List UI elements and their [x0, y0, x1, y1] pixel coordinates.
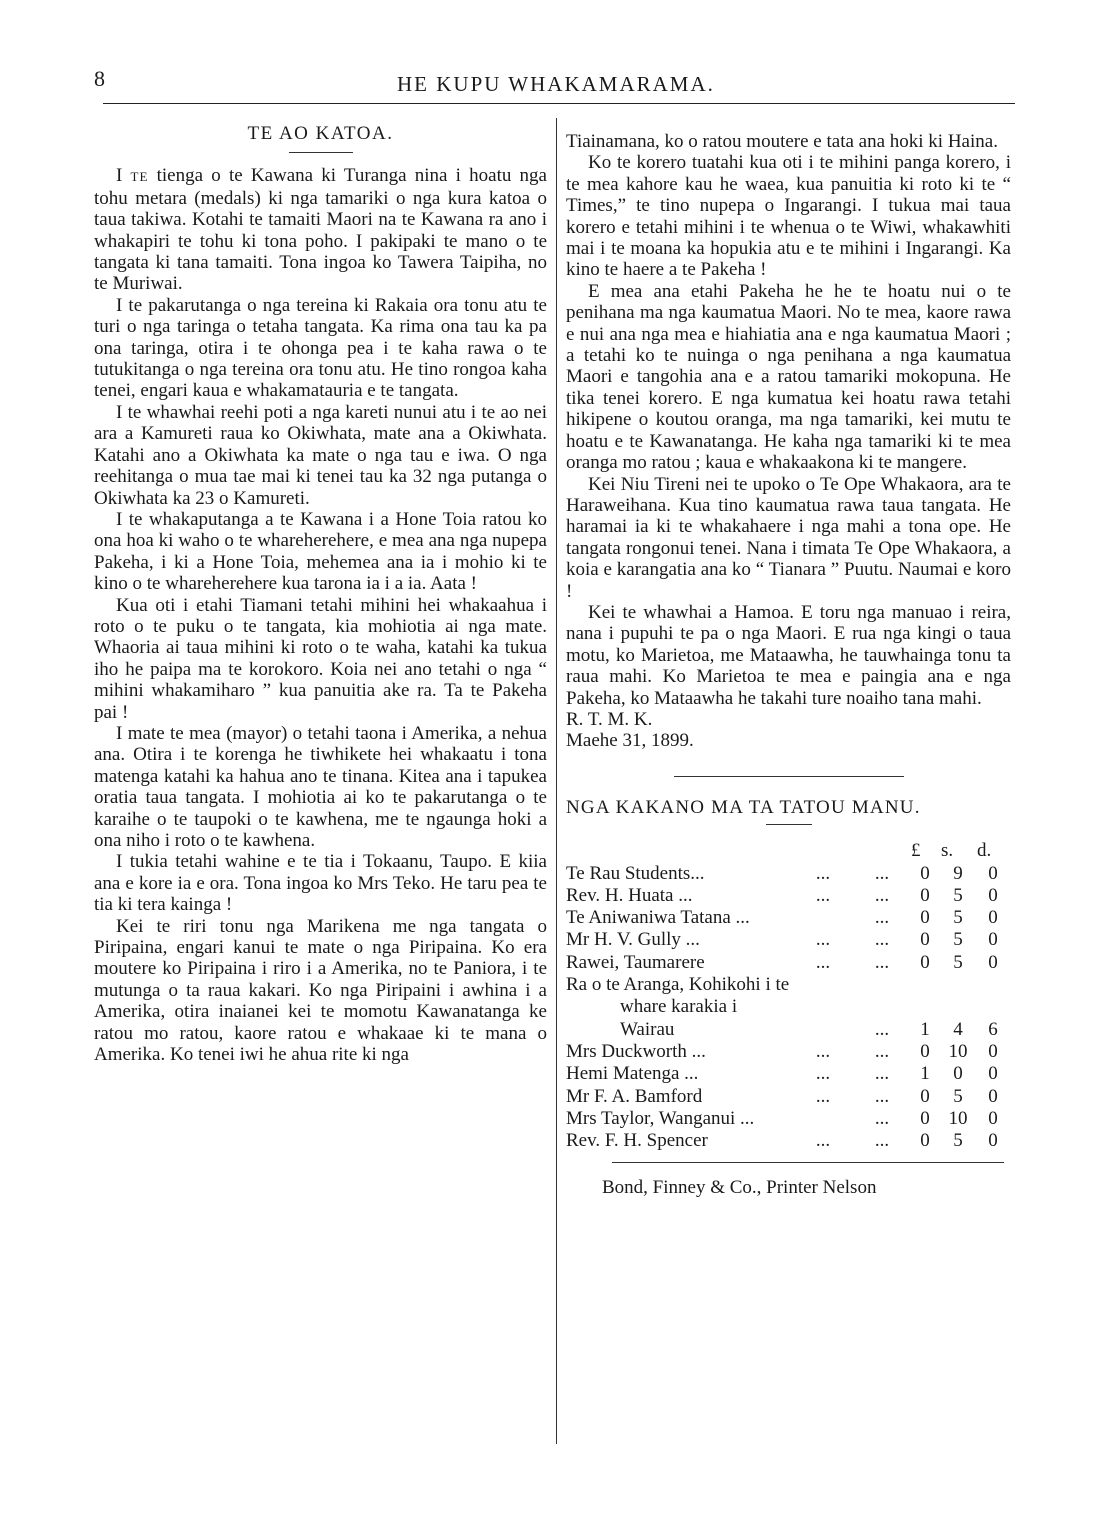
amount-pounds: 1 — [920, 1063, 930, 1085]
contributor-name: Hemi Matenga ... — [566, 1063, 699, 1085]
amount-shillings: 5 — [953, 1130, 963, 1152]
leader-dots: ... — [874, 1040, 890, 1062]
bottom-rule — [612, 1162, 1004, 1163]
article-paragraph: I te whawhai reehi poti a nga kareti nunui atu i te ao nei ara a Kamureti raua ko Okiwhata, mate ana a Okiwhata. Katahi ano a Okiwhata ka mate o nga tau e iwa. O nga reehitanga o mua tae mai ki tenei tau ka 32 nga putanga o Okiwhata ka 23 o Kamureti. — [94, 401, 547, 509]
leader-dots: ... — [815, 862, 831, 884]
amount-shillings: 0 — [953, 1063, 963, 1085]
leader-dots — [792, 907, 854, 929]
article-paragraph — [94, 165, 547, 294]
contribution-row — [566, 996, 1010, 1041]
amount-pence: 0 — [988, 929, 998, 951]
contribution-row — [566, 1130, 1010, 1152]
leader-dots: ... — [815, 884, 831, 906]
amount-pence — [976, 974, 1010, 996]
contribution-row — [566, 885, 1010, 907]
amount-shillings: 9 — [953, 862, 963, 884]
contributor-name: Ra o te Aranga, Kohikohi i te — [566, 974, 790, 996]
amount-pounds — [910, 974, 940, 996]
pence-header: d. — [977, 840, 992, 862]
section-separator-rule — [674, 776, 904, 777]
article-paragraph: Kei Niu Tireni nei te upoko o Te Ope Whakaora, ara te Haraweihana. Kua tino kaumatua rawa taua tangata. He haramai ia ki te whakahaere i nga mahi a tona ope. He tangata rongonui tenei. Nana i timata Te Ope Whakaora, a koia e karangatia ana ko “ Tianara ” Puutu. Naumai e koro ! — [566, 473, 1011, 602]
amount-shillings: 5 — [953, 1085, 963, 1107]
contributor-name: Mrs Duckworth ... — [566, 1040, 706, 1062]
leader-dots: ... — [815, 1063, 831, 1085]
leader-dots: ... — [874, 1085, 890, 1107]
section-title-rule — [289, 152, 353, 153]
leader-dots: ... — [874, 862, 890, 884]
contributor-name: Mrs Taylor, Wanganui ... — [566, 1107, 755, 1129]
printer-imprint: Bond, Finney & Co., Printer Nelson — [602, 1177, 877, 1199]
leader-dots — [854, 974, 910, 996]
dropcap-letter: I — [116, 165, 123, 187]
amount-pence: 0 — [988, 1085, 998, 1107]
contributor-name: Mr F. A. Bamford — [566, 1085, 703, 1107]
contribution-row — [566, 1108, 1010, 1130]
article-paragraph: I te pakarutanga o nga tereina ki Rakaia ora tonu atu te turi o nga taringa o tetaha tangata. Ka rima ona tau ka pa ona taringa, otira i te ohonga pea i te kaha rawa o te tutukitanga o nga tereina ora tonu atu. He tino rongoa kaha tenei, engari kaua e whakamatauria e te tangata. — [94, 294, 547, 402]
contributions-table — [566, 839, 1010, 1152]
amount-pounds: 0 — [920, 1085, 930, 1107]
amount-shillings: 5 — [953, 951, 963, 973]
contribution-row — [566, 907, 1010, 929]
amount-pounds: 0 — [920, 862, 930, 884]
amount-pence: 0 — [988, 1040, 998, 1062]
leader-dots: ... — [815, 951, 831, 973]
left-column — [94, 123, 547, 1065]
amount-shillings: 10 — [948, 1107, 968, 1129]
dropcap-small-caps: TE — [130, 169, 149, 185]
contributor-name: Rev. F. H. Spencer — [566, 1130, 708, 1152]
contributions-title: NGA KAKANO MA TA TATOU MANU. — [566, 796, 921, 818]
amount-pence: 0 — [988, 1130, 998, 1152]
amount-pounds: 0 — [920, 907, 930, 929]
header-rule — [103, 103, 1015, 104]
continued-paragraph: Tiainamana, ko o ratou moutere e tata ana hoki ki Haina. — [566, 131, 998, 152]
leader-dots: ... — [815, 929, 831, 951]
dateline: Maehe 31, 1899. — [566, 730, 694, 752]
right-column — [566, 131, 1011, 1199]
leader-dots: ... — [874, 1107, 890, 1129]
currency-header-row — [566, 839, 1010, 862]
shillings-header: s. — [941, 840, 954, 862]
contribution-row — [566, 929, 1010, 951]
article-paragraph: E mea ana etahi Pakeha he he te hoatu nui o te penihana ma nga kaumatua Maori. No te mea, kaore rawa e nui ana nga mea e hiahiatia ana e nga kaumatua Maori ; a tetahi ko te nuinga o nga penihana a nga kaumatua Maori e tangohia ana e a ratou tamariki mokopuna. He tika tenei korero. E nga kumatua kei hoatu rawa tetahi hikipene o koutou oranga, ma nga tamariki, kei mutu te hoatu e te Kawanatanga. He kaha nga tamariki ki te mea oranga mo ratou ; kaua e whakaakona ki te mangere. — [566, 280, 1011, 474]
signature: R. T. M. K. — [566, 708, 653, 730]
contributions-title-rule — [766, 824, 812, 825]
amount-pence: 0 — [988, 862, 998, 884]
contributor-name: Te Aniwaniwa Tatana ... — [566, 907, 750, 929]
contributor-name: Rawei, Taumarere — [566, 951, 705, 973]
leader-dots — [792, 996, 854, 1041]
contributor-name: whare karakia i Wairau — [620, 996, 738, 1040]
article-paragraph: I te whakaputanga a te Kawana i a Hone Toia ratou ko ona hoa ki waho o te whareherehere, e mea ana nga nupepa Pakeha, i ki a Hone Toia, mehemea ana ia i mohio ki te kino o te whareherehere kua tarona ia i a ia. Aata ! — [94, 508, 547, 595]
leader-dots: ... — [815, 1085, 831, 1107]
amount-pounds: 0 — [920, 1040, 930, 1062]
leader-dots: ... — [874, 1018, 890, 1040]
contributor-name: Te Rau Students... — [566, 862, 705, 884]
amount-shillings — [940, 974, 976, 996]
leader-dots — [792, 1108, 854, 1130]
article-paragraph: Kua oti i etahi Tiamani tetahi mihini hei whakaahua i roto o te puku o te tangata, kia mohiotia ai nga mate. Whaoria ai taua mihini ki roto o te waha, katahi ka tukua iho he paipa ma te korokoro. Koia nei ano tetahi o nga “ mihini whakamiharo ” kua panuitia ake ra. Ta te Pakeha pai ! — [94, 594, 547, 723]
contribution-row — [566, 952, 1010, 974]
amount-pence: 0 — [988, 1063, 998, 1085]
leader-dots: ... — [874, 951, 890, 973]
paragraph-text: tienga o te Kawana ki Turanga nina i hoatu nga tohu metara (medals) ki nga tamariki o nga kura katoa o taua takiwa. Kotahi te tamaiti Maori na te Kawana ra ano i whakapiri te tohu ki tona poho. I pakipaki te mano o te tangata ki tana tamaiti. Tona ingoa ko Tawera Taipiha, no te Muriwai. — [94, 165, 547, 295]
contribution-row — [566, 1041, 1010, 1063]
contribution-row — [566, 1086, 1010, 1108]
leader-dots: ... — [874, 884, 890, 906]
column-divider — [556, 118, 557, 1444]
article-paragraph: I tukia tetahi wahine e te tia i Tokaanu, Taupo. E kiia ana e kore ia e ora. Tona ingoa ko Mrs Teko. He taru pea te tia ki tera kainga ! — [94, 851, 547, 916]
page-header-title: HE KUPU WHAKAMARAMA. — [397, 72, 715, 96]
amount-pence: 6 — [988, 1018, 998, 1040]
amount-shillings: 5 — [953, 884, 963, 906]
amount-pence: 0 — [988, 907, 998, 929]
pounds-header: £ — [911, 840, 921, 862]
article-paragraph: I mate te mea (mayor) o tetahi taona i Amerika, a nehua ana. Otira i te korenga he tiwhikete hei whakaatu i tona matenga katahi ka hahua ano te tinana. Kitea ana i tapukea oratia taua tangata. I mohiotia ai ko te pakarutanga o te karaihe o te taupoki o te kawhena, me te ngaunga hoki a ona niho i roto o te kawhena. — [94, 722, 547, 851]
amount-pounds: 0 — [920, 929, 930, 951]
contributor-name: Rev. H. Huata ... — [566, 884, 693, 906]
article-paragraph: Kei te riri tonu nga Marikena me nga tangata o Piripaina, engari kanui te mate o nga Piripaina. Ko era moutere ko Piripaina i riro i a Amerika, no te Paniora, i te mutunga o ta raua kakari. Ko nga Piripaini i awhina i a Amerika, otira inaianei kei te momotu Kawanatanga ke ratou mo ratou, kaore ratou e whakaae ki te mana o Amerika. Ko tenei iwi he ahua rite ki nga — [94, 915, 547, 1066]
contribution-row — [566, 863, 1010, 885]
amount-pence: 0 — [988, 884, 998, 906]
leader-dots: ... — [874, 1063, 890, 1085]
amount-pounds: 0 — [920, 884, 930, 906]
leader-dots: ... — [874, 929, 890, 951]
amount-shillings: 5 — [953, 929, 963, 951]
amount-pounds: 0 — [920, 951, 930, 973]
amount-pence: 0 — [988, 951, 998, 973]
amount-shillings: 10 — [948, 1040, 968, 1062]
article-paragraph: Ko te korero tuatahi kua oti i te mihini panga korero, i te mea kahore kau he waea, kua panuitia ki roto ki te “ Times,” te tino nupepa o Ingarangi. I tukua mai taua korero e tetahi mihini i te whenua o te Wiwi, whakawhiti mai i te moana ka hopukia atu e te mihini i Ingarangi. Ka kino te haere a te Pakeha ! — [566, 152, 1011, 281]
page-number: 8 — [94, 66, 105, 91]
leader-dots: ... — [874, 907, 890, 929]
amount-pounds: 1 — [920, 1018, 930, 1040]
article-paragraph: Kei te whawhai a Hamoa. E toru nga manuao i reira, nana i pupuhi te pa o nga Maori. E rua nga kingi o taua motu, ko Marietoa, me Mataawha, he tauwhainga tonu ta raua mahi. Ko Marietoa te mea e paingia ana e nga Pakeha, ko Mataawha he takahi ture noaiho tana mahi. — [566, 601, 1011, 709]
leader-dots: ... — [815, 1040, 831, 1062]
amount-shillings: 5 — [953, 907, 963, 929]
contribution-row — [566, 974, 1010, 996]
amount-shillings: 4 — [953, 1018, 963, 1040]
contributor-name: Mr H. V. Gully ... — [566, 929, 700, 951]
amount-pounds: 0 — [920, 1130, 930, 1152]
section-title: TE AO KATOA. — [247, 123, 394, 144]
leader-dots — [792, 974, 854, 996]
amount-pence: 0 — [988, 1107, 998, 1129]
leader-dots: ... — [874, 1130, 890, 1152]
leader-dots: ... — [815, 1130, 831, 1152]
contribution-row — [566, 1063, 1010, 1085]
amount-pounds: 0 — [920, 1107, 930, 1129]
